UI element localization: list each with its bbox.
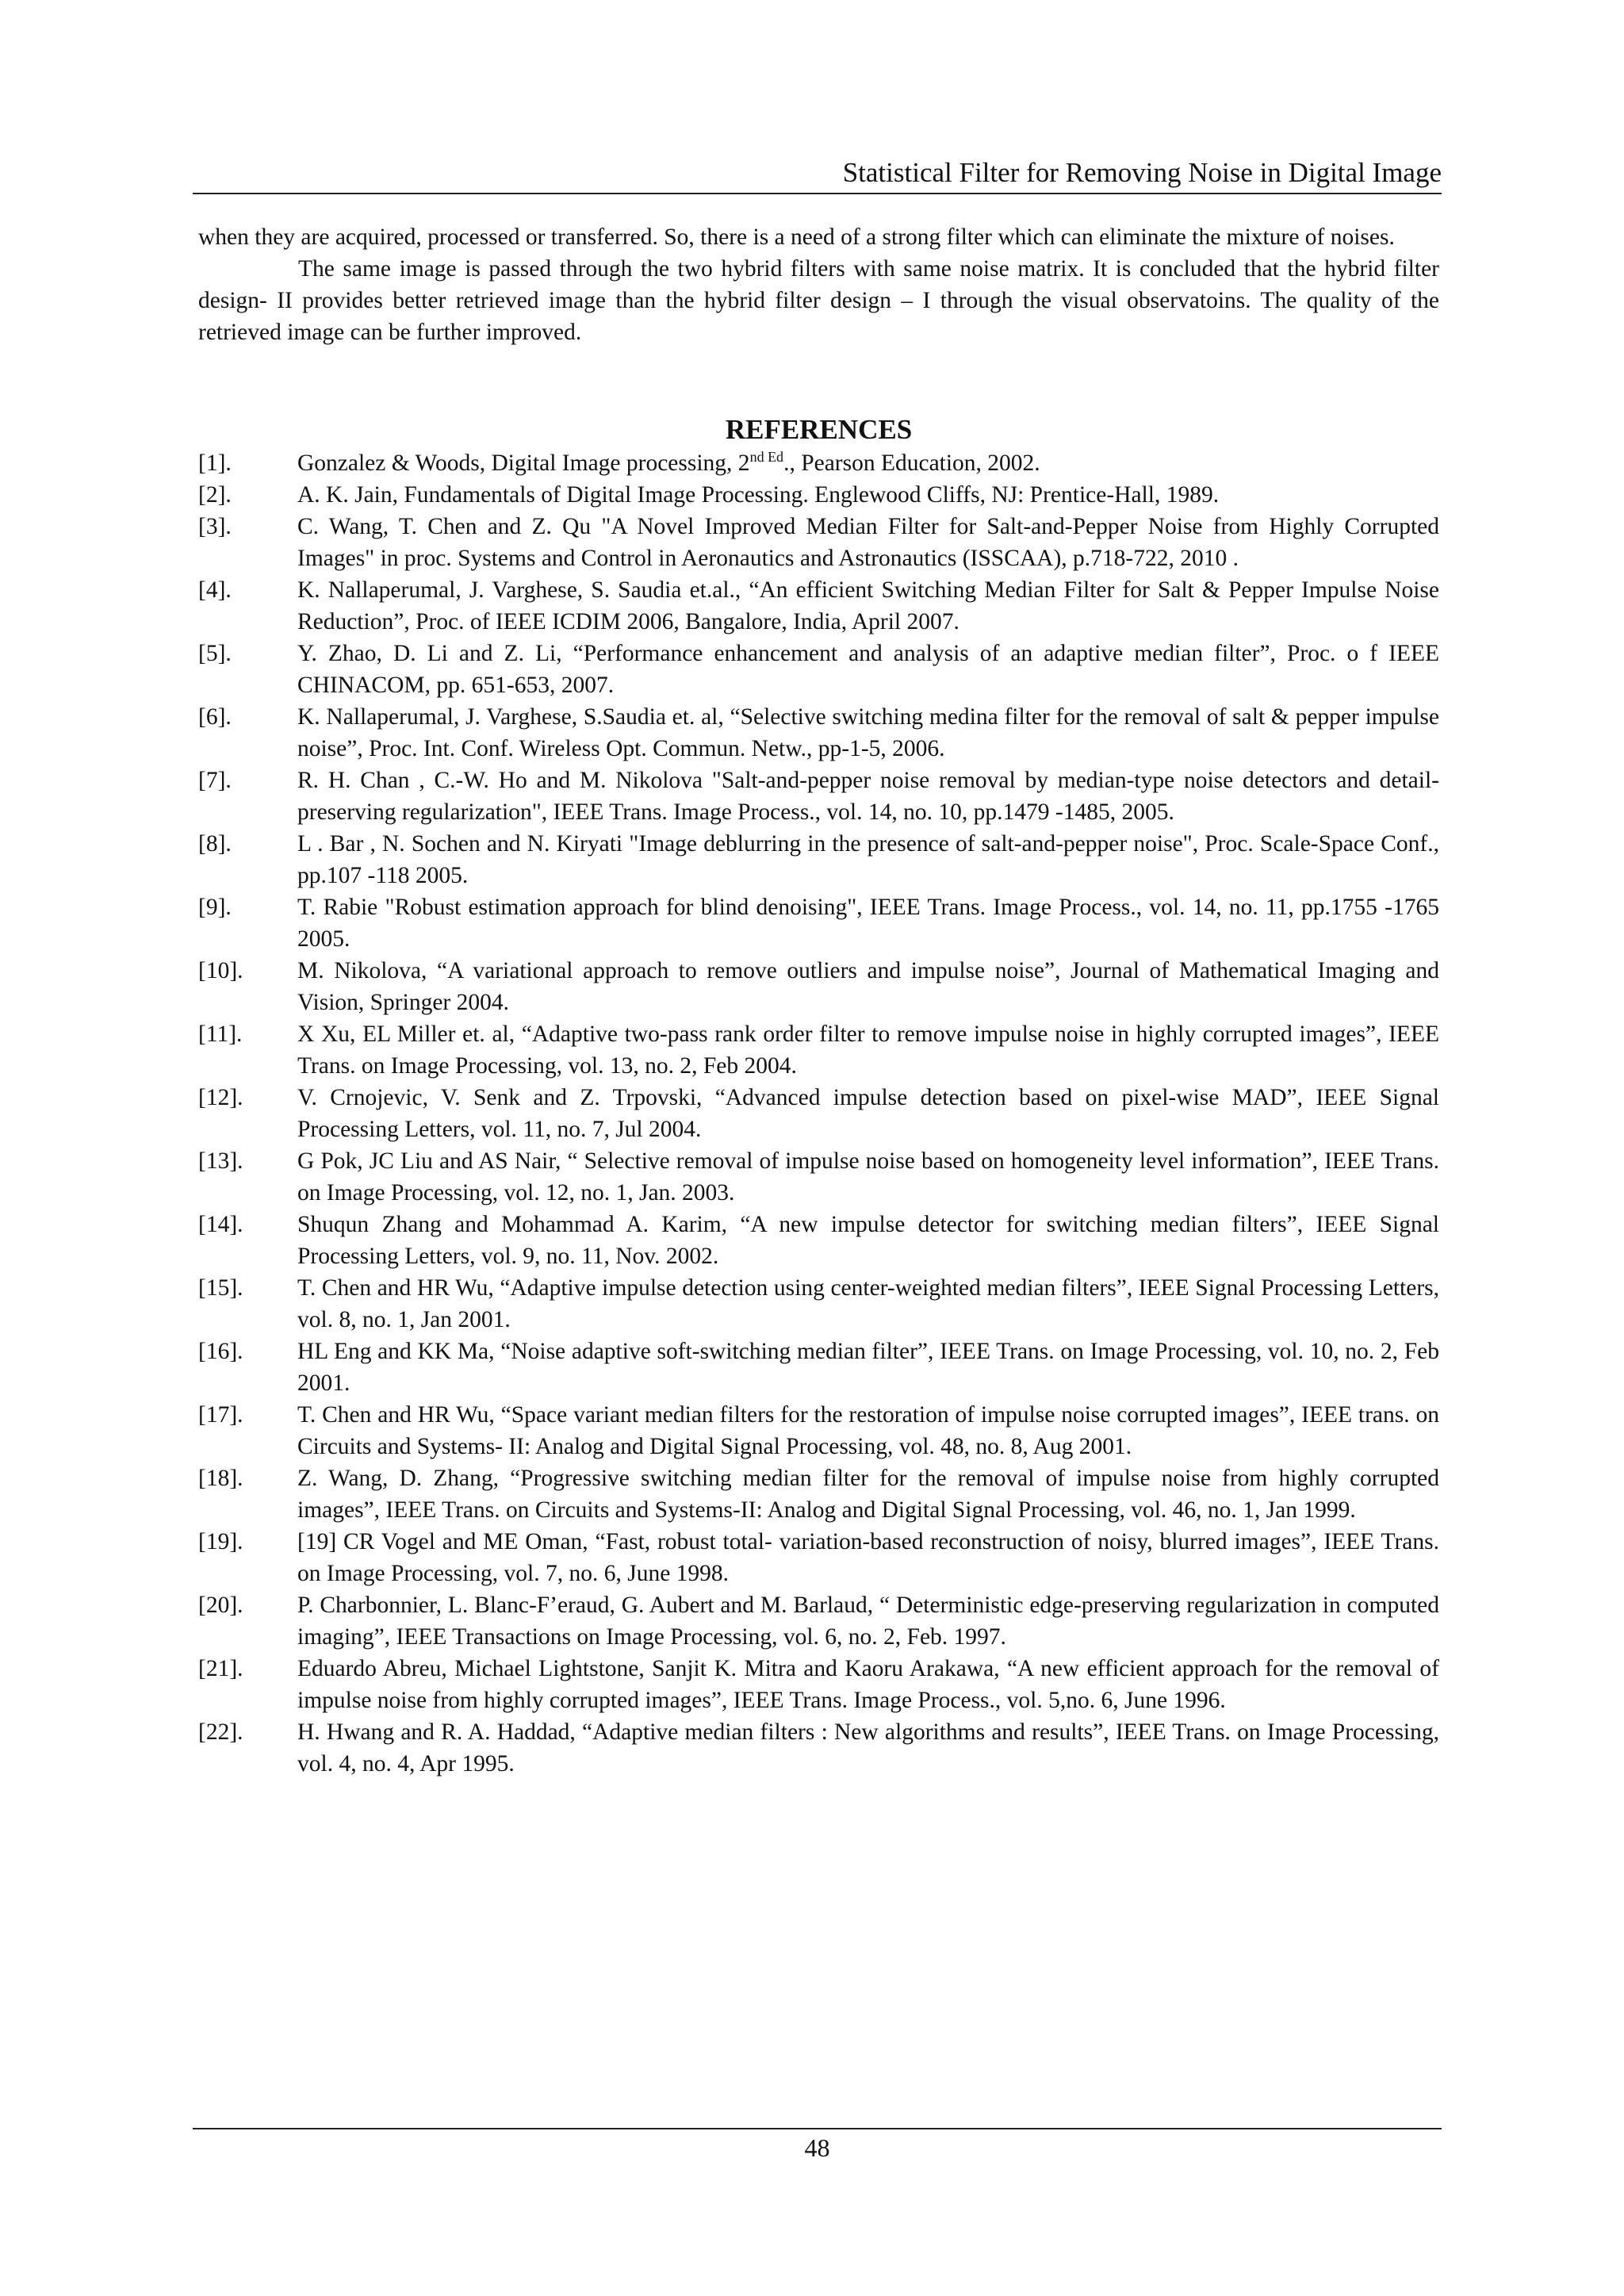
reference-number: [8]. (198, 831, 232, 857)
reference-text: V. Crnojevic, V. Senk and Z. Trpovski, “Advanced impulse detection based on pixel-wise MAD”, IEEE Signal Processing Letters, vol. 11, no. 7, Jul 2004. (297, 1085, 1439, 1142)
reference-item (198, 1462, 1439, 1526)
reference-item (198, 1018, 1439, 1082)
reference-number: [18]. (198, 1466, 243, 1491)
reference-text: HL Eng and KK Ma, “Noise adaptive soft-switching median filter”, IEEE Trans. on Image Processing, vol. 10, no. 2, Feb 2001. (297, 1339, 1439, 1396)
references-heading: REFERENCES (725, 414, 913, 445)
reference-number: [7]. (198, 768, 232, 793)
reference-item (198, 479, 1439, 511)
reference-number: [4]. (198, 577, 232, 603)
reference-number: [15]. (198, 1275, 243, 1301)
reference-item (198, 1653, 1439, 1716)
reference-superscript: nd Ed (749, 449, 784, 466)
page-number: 48 (804, 2133, 830, 2162)
reference-text-part: ., Pearson Education, 2002. (783, 450, 1040, 476)
reference-item (198, 955, 1439, 1018)
reference-number: [19]. (198, 1529, 243, 1554)
reference-text: G Pok, JC Liu and AS Nair, “ Selective removal of impulse noise based on homogeneity level information”, IEEE Trans. on Image Processing, vol. 12, no. 1, Jan. 2003. (297, 1148, 1439, 1205)
references-list (198, 447, 1439, 1780)
reference-number: [2]. (198, 482, 232, 508)
reference-item (198, 701, 1439, 765)
reference-item (198, 765, 1439, 828)
footer-rule (193, 2128, 1442, 2129)
reference-item (198, 574, 1439, 638)
body-text (198, 221, 1439, 348)
reference-number: [9]. (198, 895, 232, 920)
reference-item (198, 1272, 1439, 1336)
reference-text: R. H. Chan , C.-W. Ho and M. Nikolova "Salt-and-pepper noise removal by median-type noise detectors and detail-preserving regularization", IEEE Trans. Image Process., vol. 14, no. 10, pp.1479 -1485, 2005. (297, 768, 1439, 825)
reference-item (198, 511, 1439, 574)
reference-number: [5]. (198, 641, 232, 666)
reference-number: [21]. (198, 1656, 243, 1681)
reference-number: [10]. (198, 958, 243, 983)
reference-item (198, 1399, 1439, 1462)
reference-text: P. Charbonnier, L. Blanc-F’eraud, G. Aubert and M. Barlaud, “ Deterministic edge-preserving regularization in computed imaging”, IEEE Transactions on Image Processing, vol. 6, no. 2, Feb. 1997. (297, 1593, 1439, 1650)
reference-number: [22]. (198, 1719, 243, 1745)
reference-number: [17]. (198, 1402, 243, 1428)
reference-item (198, 891, 1439, 955)
reference-text: [19] CR Vogel and ME Oman, “Fast, robust total- variation-based reconstruction of noisy, blurred images”, IEEE Trans. on Image Processing, vol. 7, no. 6, June 1998. (297, 1529, 1439, 1586)
reference-text: T. Rabie "Robust estimation approach for blind denoising", IEEE Trans. Image Process., vol. 14, no. 11, pp.1755 -1765 2005. (297, 895, 1439, 952)
reference-number: [13]. (198, 1148, 243, 1174)
reference-text: C. Wang, T. Chen and Z. Qu "A Novel Improved Median Filter for Salt-and-Pepper Noise from Highly Corrupted Images" in proc. Systems and Control in Aeronautics and Astronautics (ISSCAA), p.718-722, 2010 . (297, 514, 1439, 571)
reference-item (198, 1082, 1439, 1145)
reference-text: Eduardo Abreu, Michael Lightstone, Sanjit K. Mitra and Kaoru Arakawa, “A new efficient approach for the removal of impulse noise from highly corrupted images”, IEEE Trans. Image Process., vol. 5,no. 6, June 1996. (297, 1656, 1439, 1713)
reference-text: A. K. Jain, Fundamentals of Digital Image Processing. Englewood Cliffs, NJ: Prentice-Hall, 1989. (297, 482, 1220, 508)
reference-number: [3]. (198, 514, 232, 539)
reference-item (198, 828, 1439, 891)
reference-text: Z. Wang, D. Zhang, “Progressive switching median filter for the removal of impulse noise from highly corrupted images”, IEEE Trans. on Circuits and Systems-II: Analog and Digital Signal Processing, vol. 46, no. 1, Jan 1999. (297, 1466, 1439, 1523)
reference-text: K. Nallaperumal, J. Varghese, S.Saudia et. al, “Selective switching medina filter for the removal of salt & pepper impulse noise”, Proc. Int. Conf. Wireless Opt. Commun. Netw., pp-1-5, 2006. (297, 704, 1439, 761)
reference-text: Y. Zhao, D. Li and Z. Li, “Performance enhancement and analysis of an adaptive median filter”, Proc. o f IEEE CHINACOM, pp. 651-653, 2007. (297, 641, 1439, 698)
reference-text: Shuqun Zhang and Mohammad A. Karim, “A new impulse detector for switching median filters”, IEEE Signal Processing Letters, vol. 9, no. 11, Nov. 2002. (297, 1212, 1439, 1269)
reference-item (198, 447, 1439, 479)
reference-item (198, 1209, 1439, 1272)
reference-text: L . Bar , N. Sochen and N. Kiryati "Image deblurring in the presence of salt-and-pepper noise", Proc. Scale-Space Conf., pp.107 -118 2005. (297, 831, 1439, 888)
reference-number: [14]. (198, 1212, 243, 1237)
reference-text: X Xu, EL Miller et. al, “Adaptive two-pass rank order filter to remove impulse noise in highly corrupted images”, IEEE Trans. on Image Processing, vol. 13, no. 2, Feb 2004. (297, 1022, 1439, 1079)
reference-text: K. Nallaperumal, J. Varghese, S. Saudia et.al., “An efficient Switching Median Filter for Salt & Pepper Impulse Noise Reduction”, Proc. of IEEE ICDIM 2006, Bangalore, India, April 2007. (297, 577, 1439, 634)
reference-number: [11]. (198, 1022, 243, 1047)
running-header: Statistical Filter for Removing Noise in Digital Image (842, 157, 1442, 188)
reference-item (198, 1145, 1439, 1209)
reference-number: [12]. (198, 1085, 243, 1110)
reference-text (297, 447, 1439, 479)
reference-text: T. Chen and HR Wu, “Adaptive impulse detection using center-weighted median filters”, IEEE Signal Processing Letters, vol. 8, no. 1, Jan 2001. (297, 1275, 1439, 1332)
reference-number: [1]. (198, 450, 232, 476)
reference-number: [20]. (198, 1593, 243, 1618)
reference-number: [6]. (198, 704, 232, 730)
reference-text: M. Nikolova, “A variational approach to remove outliers and impulse noise”, Journal of Mathematical Imaging and Vision, Springer 2004. (297, 958, 1439, 1015)
reference-item (198, 1336, 1439, 1399)
reference-item (198, 1526, 1439, 1589)
reference-item (198, 638, 1439, 701)
reference-item (198, 1716, 1439, 1780)
reference-text: T. Chen and HR Wu, “Space variant median filters for the restoration of impulse noise corrupted images”, IEEE trans. on Circuits and Systems- II: Analog and Digital Signal Processing, vol. 48, no. 8, Aug 2001. (297, 1402, 1439, 1459)
reference-text-part: Gonzalez & Woods, Digital Image processing, 2 (297, 450, 750, 476)
reference-text: H. Hwang and R. A. Haddad, “Adaptive median filters : New algorithms and results”, IEEE Trans. on Image Processing, vol. 4, no. 4, Apr 1995. (297, 1719, 1439, 1777)
reference-item (198, 1589, 1439, 1653)
body-paragraph: when they are acquired, processed or transferred. So, there is a need of a strong filter which can eliminate the mixture of noises. (198, 224, 1395, 250)
body-paragraph: The same image is passed through the two hybrid filters with same noise matrix. It is concluded that the hybrid filter design- II provides better retrieved image than the hybrid filter design – I through the visual observatoins. The quality of the retrieved image can be further improved. (198, 256, 1439, 345)
header-rule (193, 193, 1442, 194)
reference-number: [16]. (198, 1339, 243, 1364)
